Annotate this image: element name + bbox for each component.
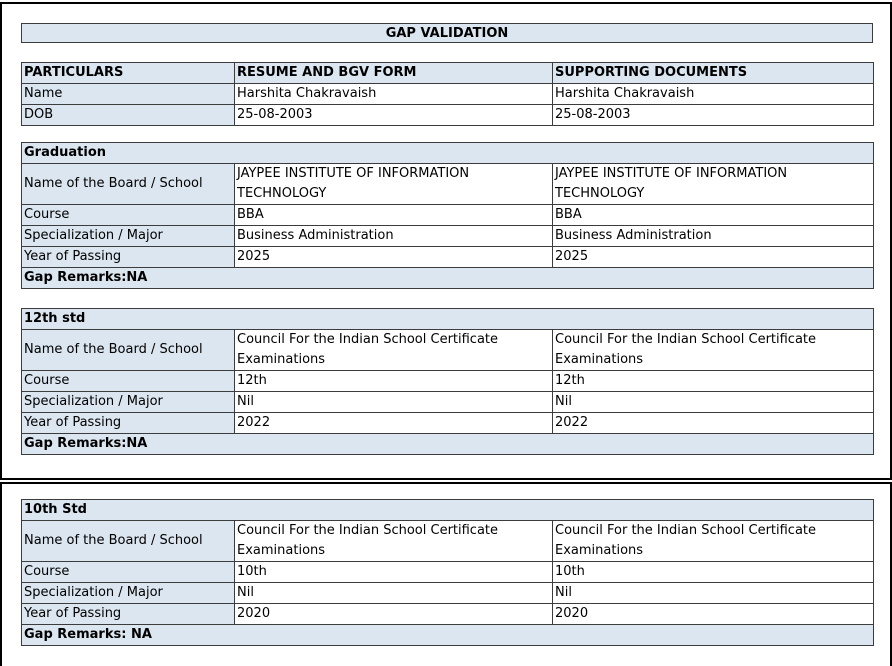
table-row bbox=[22, 226, 874, 247]
table-row bbox=[22, 521, 874, 562]
std12-spec-docs: Nil bbox=[553, 392, 874, 413]
std12-year-docs: 2022 bbox=[553, 413, 874, 434]
board-label: Name of the Board / School bbox=[22, 330, 235, 371]
remarks-row bbox=[22, 268, 874, 289]
header-supporting: SUPPORTING DOCUMENTS bbox=[553, 63, 874, 84]
page-title: GAP VALIDATION bbox=[21, 23, 873, 43]
table-row bbox=[22, 562, 874, 583]
std12-course-resume: 12th bbox=[235, 371, 553, 392]
std10-year-docs: 2020 bbox=[553, 604, 874, 625]
header-resume: RESUME AND BGV FORM bbox=[235, 63, 553, 84]
course-label: Course bbox=[22, 205, 235, 226]
std10-spec-docs: Nil bbox=[553, 583, 874, 604]
table-row bbox=[22, 164, 874, 205]
std10-heading: 10th Std bbox=[22, 500, 874, 521]
table-row bbox=[22, 330, 874, 371]
table-row bbox=[22, 413, 874, 434]
std12-heading: 12th std bbox=[22, 309, 874, 330]
std12-year-resume: 2022 bbox=[235, 413, 553, 434]
std10-board-resume: Council For the Indian School Certificate Examinations bbox=[235, 521, 553, 562]
graduation-table bbox=[21, 142, 874, 289]
graduation-year-docs: 2025 bbox=[553, 247, 874, 268]
graduation-spec-resume: Business Administration bbox=[235, 226, 553, 247]
std12-remarks: Gap Remarks:NA bbox=[22, 434, 874, 455]
table-row bbox=[22, 392, 874, 413]
section-heading-row bbox=[22, 309, 874, 330]
remarks-row bbox=[22, 434, 874, 455]
table-row bbox=[22, 583, 874, 604]
dob-label: DOB bbox=[22, 105, 235, 126]
name-docs: Harshita Chakravaish bbox=[553, 84, 874, 105]
std10-course-resume: 10th bbox=[235, 562, 553, 583]
graduation-year-resume: 2025 bbox=[235, 247, 553, 268]
std10-spec-resume: Nil bbox=[235, 583, 553, 604]
graduation-heading: Graduation bbox=[22, 143, 874, 164]
graduation-board-resume: JAYPEE INSTITUTE OF INFORMATION TECHNOLOGY bbox=[235, 164, 553, 205]
course-label: Course bbox=[22, 562, 235, 583]
dob-resume: 25-08-2003 bbox=[235, 105, 553, 126]
graduation-remarks: Gap Remarks:NA bbox=[22, 268, 874, 289]
table-row bbox=[22, 604, 874, 625]
table-row bbox=[22, 105, 874, 126]
graduation-course-docs: BBA bbox=[553, 205, 874, 226]
std10-board-docs: Council For the Indian School Certificate Examinations bbox=[553, 521, 874, 562]
specialization-label: Specialization / Major bbox=[22, 392, 235, 413]
section-heading-row bbox=[22, 143, 874, 164]
year-label: Year of Passing bbox=[22, 247, 235, 268]
std10-year-resume: 2020 bbox=[235, 604, 553, 625]
std12-table bbox=[21, 308, 874, 455]
header-particulars: PARTICULARS bbox=[22, 63, 235, 84]
std12-spec-resume: Nil bbox=[235, 392, 553, 413]
graduation-spec-docs: Business Administration bbox=[553, 226, 874, 247]
specialization-label: Specialization / Major bbox=[22, 226, 235, 247]
year-label: Year of Passing bbox=[22, 604, 235, 625]
name-resume: Harshita Chakravaish bbox=[235, 84, 553, 105]
graduation-board-docs: JAYPEE INSTITUTE OF INFORMATION TECHNOLOGY bbox=[553, 164, 874, 205]
year-label: Year of Passing bbox=[22, 413, 235, 434]
std12-course-docs: 12th bbox=[553, 371, 874, 392]
particulars-table bbox=[21, 62, 874, 126]
section-heading-row bbox=[22, 500, 874, 521]
std10-remarks: Gap Remarks: NA bbox=[22, 625, 874, 646]
table-row bbox=[22, 371, 874, 392]
graduation-course-resume: BBA bbox=[235, 205, 553, 226]
std10-course-docs: 10th bbox=[553, 562, 874, 583]
name-label: Name bbox=[22, 84, 235, 105]
std12-board-docs: Council For the Indian School Certificate Examinations bbox=[553, 330, 874, 371]
header-row bbox=[22, 63, 874, 84]
std10-table bbox=[21, 499, 874, 646]
specialization-label: Specialization / Major bbox=[22, 583, 235, 604]
table-row bbox=[22, 84, 874, 105]
table-row bbox=[22, 205, 874, 226]
course-label: Course bbox=[22, 371, 235, 392]
board-label: Name of the Board / School bbox=[22, 521, 235, 562]
dob-docs: 25-08-2003 bbox=[553, 105, 874, 126]
board-label: Name of the Board / School bbox=[22, 164, 235, 205]
table-row bbox=[22, 247, 874, 268]
remarks-row bbox=[22, 625, 874, 646]
std12-board-resume: Council For the Indian School Certificate Examinations bbox=[235, 330, 553, 371]
